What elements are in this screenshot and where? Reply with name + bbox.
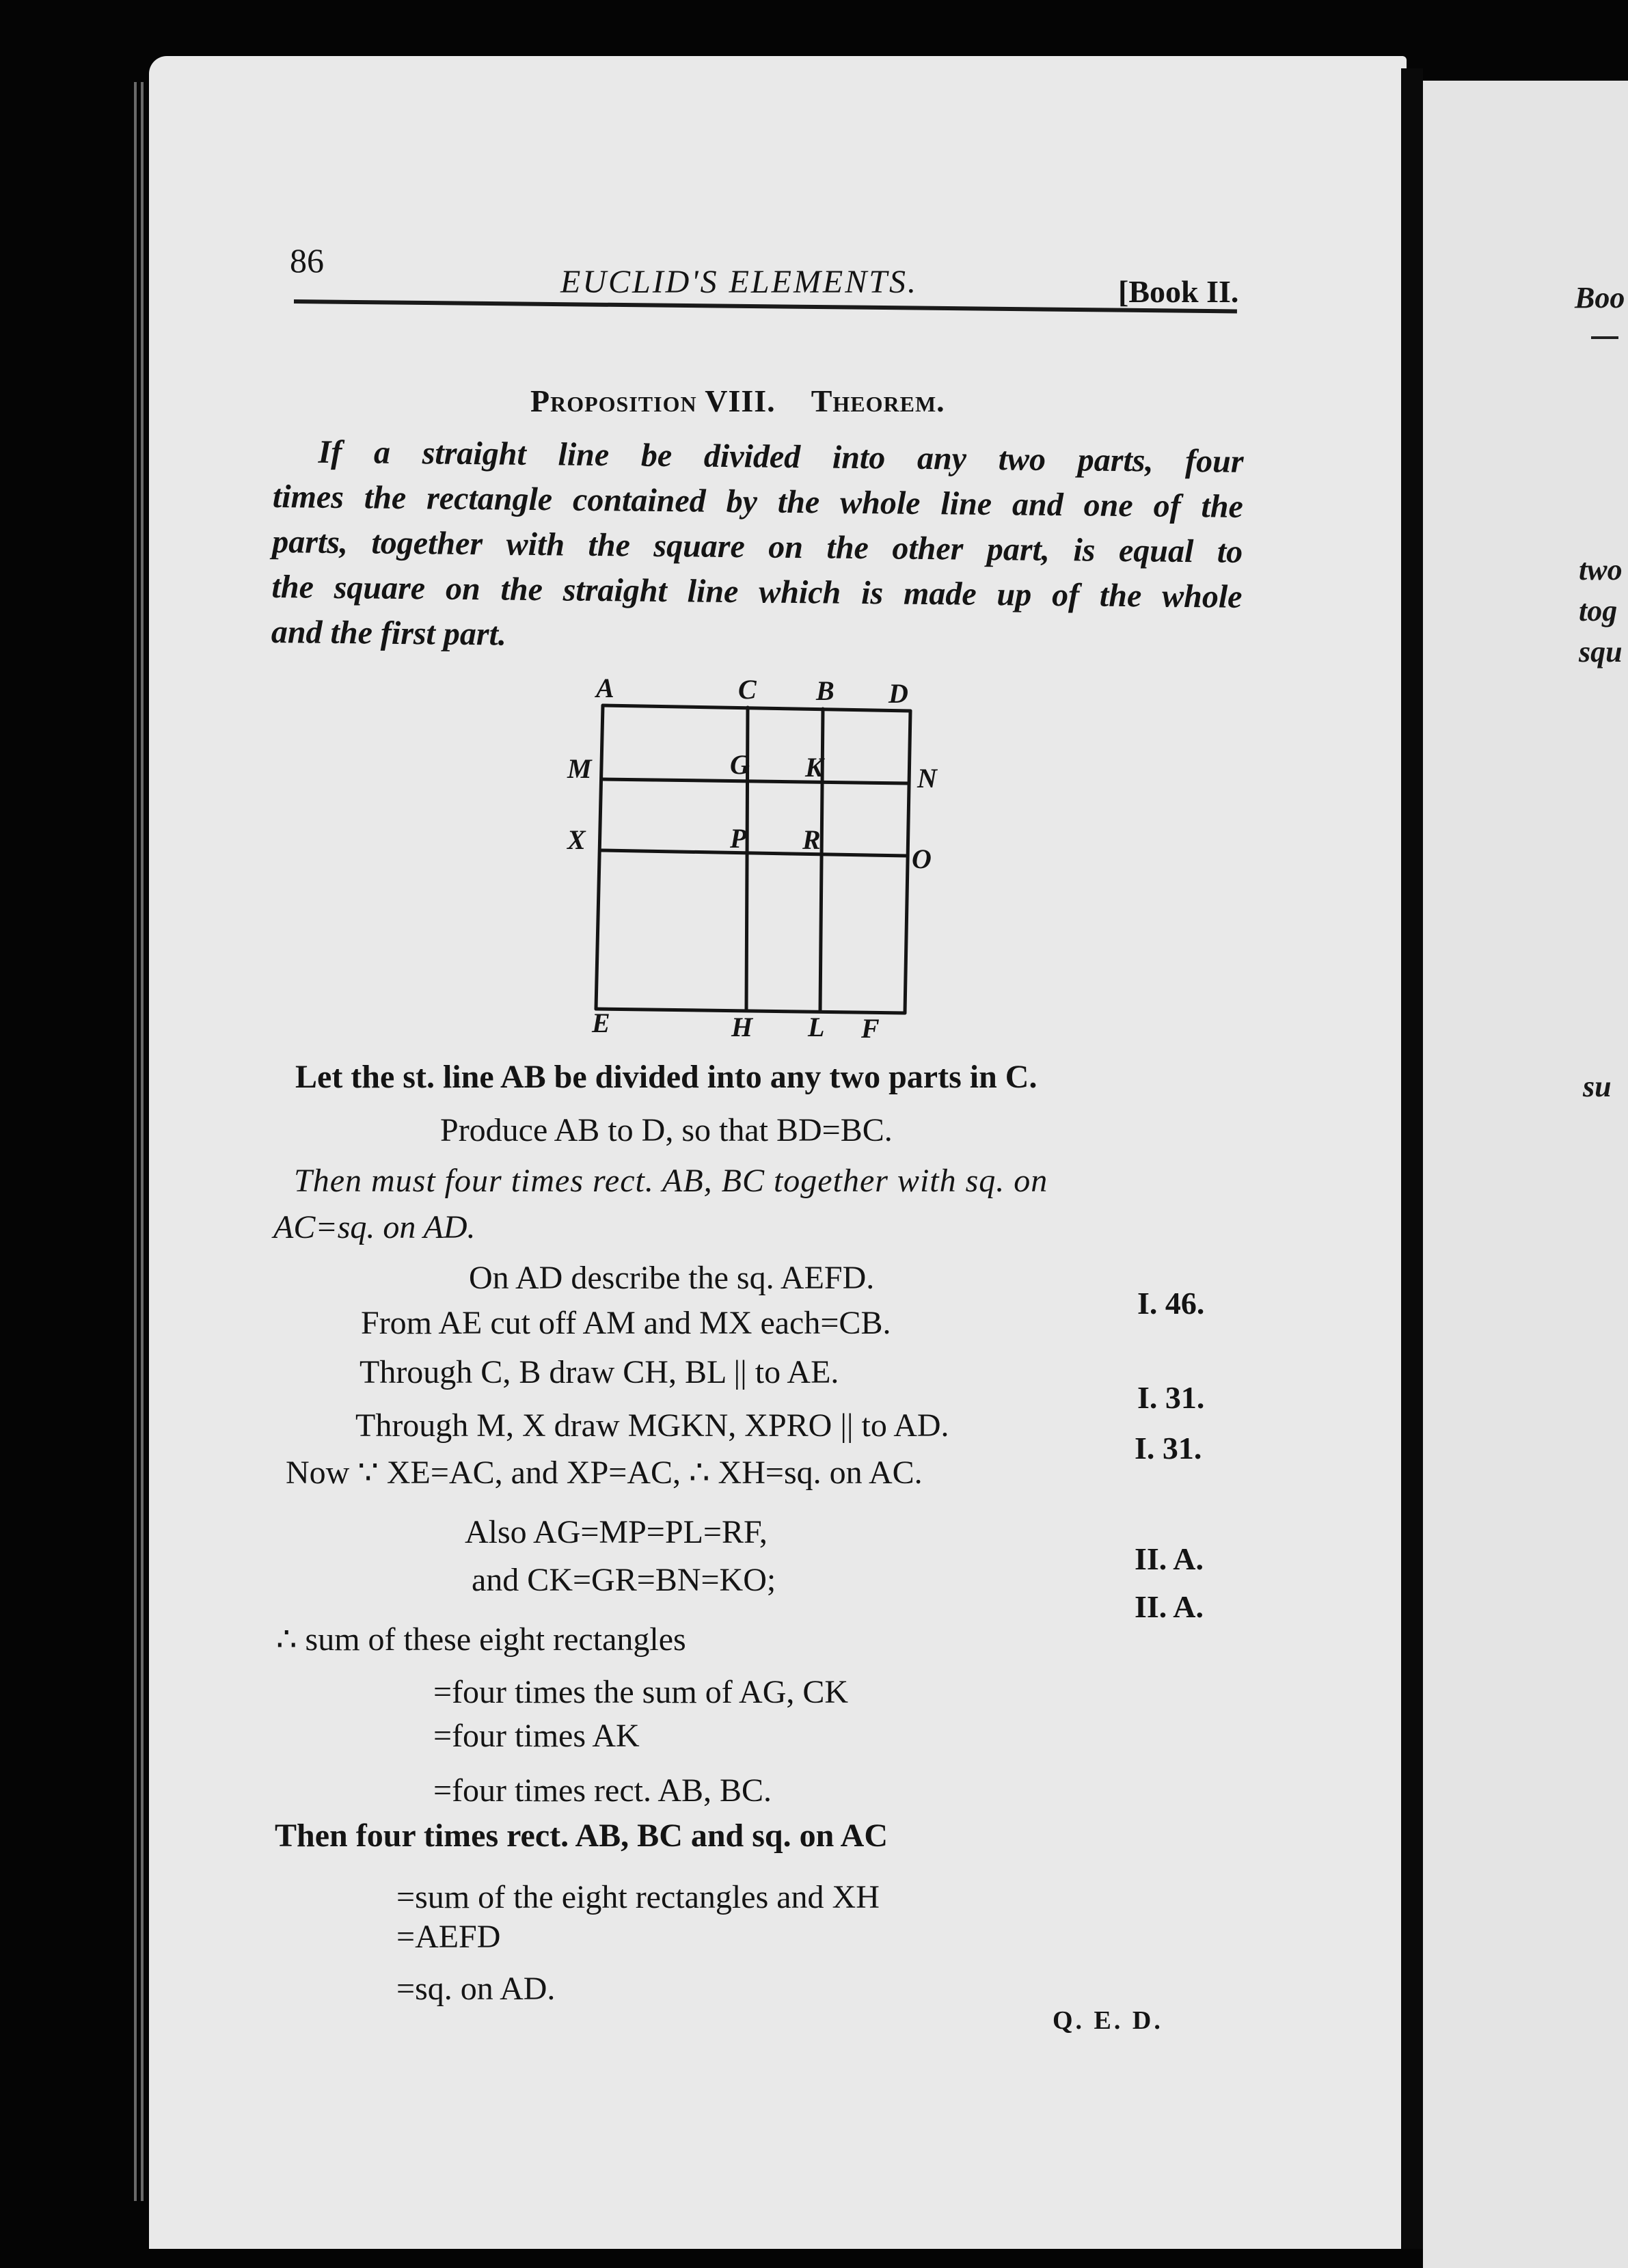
proof-eq-2: =four times AK <box>433 1718 640 1754</box>
line-AE <box>596 705 603 1009</box>
proof-step-2: From AE cut off AM and MX each=CB. <box>361 1305 891 1341</box>
proof-eq-5: =AEFD <box>396 1919 501 1955</box>
label-C: C <box>738 674 757 705</box>
qed-mark: Q. E. D. <box>1053 2006 1163 2035</box>
proof-step-1: On AD describe the sq. AEFD. <box>469 1260 875 1296</box>
label-B: B <box>816 675 835 706</box>
line-DF <box>905 711 910 1013</box>
book-label: [Book II. <box>1118 274 1239 309</box>
label-G: G <box>730 749 750 780</box>
proof-ref-and: II. A. <box>1135 1589 1204 1624</box>
proposition-number: Proposition VIII. <box>530 383 776 418</box>
enunciation-line: parts, together with the square on the other part, is equal to <box>271 523 1243 570</box>
label-L: L <box>808 1012 825 1042</box>
proof-ref-3: I. 31. <box>1137 1380 1205 1415</box>
label-M: M <box>567 753 592 784</box>
proof-then-4: Then four times rect. AB, BC and sq. on AC <box>275 1818 888 1854</box>
page-edge <box>134 82 137 2201</box>
label-K: K <box>805 752 824 783</box>
label-R: R <box>802 824 821 855</box>
proposition-kind: Theorem. <box>811 383 945 418</box>
book-gutter <box>1401 68 1423 2249</box>
page-edge <box>141 82 144 2201</box>
facing-page-fragment: squ <box>1579 635 1623 669</box>
proof-ref-4: I. 31. <box>1135 1431 1202 1466</box>
proof-step-3: Through C, B draw CH, BL || to AE. <box>359 1354 839 1390</box>
figure-svg <box>547 673 937 1046</box>
proof-step-4: Through M, X draw MGKN, XPRO || to AD. <box>355 1407 949 1444</box>
proof-now: Now ∵ XE=AC, and XP=AC, ∴ XH=sq. on AC. <box>286 1455 923 1491</box>
proof-ref-also: II. A. <box>1135 1541 1204 1576</box>
label-F: F <box>861 1013 880 1044</box>
label-D: D <box>888 678 908 709</box>
label-E: E <box>592 1008 610 1038</box>
enunciation-line: times the rectangle contained by the whole line and one of the <box>272 478 1244 525</box>
facing-page-fragment: tog <box>1579 594 1618 627</box>
facing-page <box>1423 81 1628 2268</box>
label-X: X <box>567 824 586 855</box>
enunciation-line: and the first part. <box>271 613 507 653</box>
line-XO <box>601 850 908 856</box>
proof-eq-6: =sq. on AD. <box>396 1971 556 2007</box>
enunciation-line: If a straight line be divided into any two parts, four <box>318 433 1244 480</box>
proof-sum: ∴ sum of these eight rectangles <box>276 1621 686 1658</box>
proof-then-2: AC=sq. on AD. <box>273 1209 476 1245</box>
label-H: H <box>731 1012 753 1042</box>
label-O: O <box>912 843 932 874</box>
line-MN <box>603 779 909 783</box>
geometry-figure <box>547 673 937 1046</box>
facing-page-header: Boo <box>1575 281 1625 314</box>
running-title: EUCLID'S ELEMENTS. <box>560 264 918 300</box>
proof-and: and CK=GR=BN=KO; <box>472 1562 776 1598</box>
line-AD <box>603 705 910 711</box>
proof-eq-4: =sum of the eight rectangles and XH <box>396 1879 880 1915</box>
proposition-title <box>530 383 945 419</box>
enunciation-line: the square on the straight line which is made up of the whole <box>271 568 1243 615</box>
proof-then-1: Then must four times rect. AB, BC together with sq. on <box>294 1163 1048 1199</box>
facing-page-fragment: two <box>1579 553 1623 586</box>
proof-let: Let the st. line AB be divided into any two parts in C. <box>295 1059 1037 1095</box>
proof-also: Also AG=MP=PL=RF, <box>465 1514 768 1550</box>
facing-page-rule <box>1591 336 1618 339</box>
proof-produce: Produce AB to D, so that BD=BC. <box>440 1112 893 1148</box>
proof-ref-1: I. 46. <box>1137 1286 1205 1321</box>
page-number: 86 <box>290 241 324 280</box>
enunciation <box>271 429 1244 665</box>
proof-eq-1: =four times the sum of AG, CK <box>433 1674 849 1710</box>
proof-eq-3: =four times rect. AB, BC. <box>433 1772 772 1809</box>
facing-page-fragment: su <box>1583 1070 1612 1103</box>
label-N: N <box>917 763 937 794</box>
label-A: A <box>596 673 614 703</box>
label-P: P <box>730 823 747 854</box>
